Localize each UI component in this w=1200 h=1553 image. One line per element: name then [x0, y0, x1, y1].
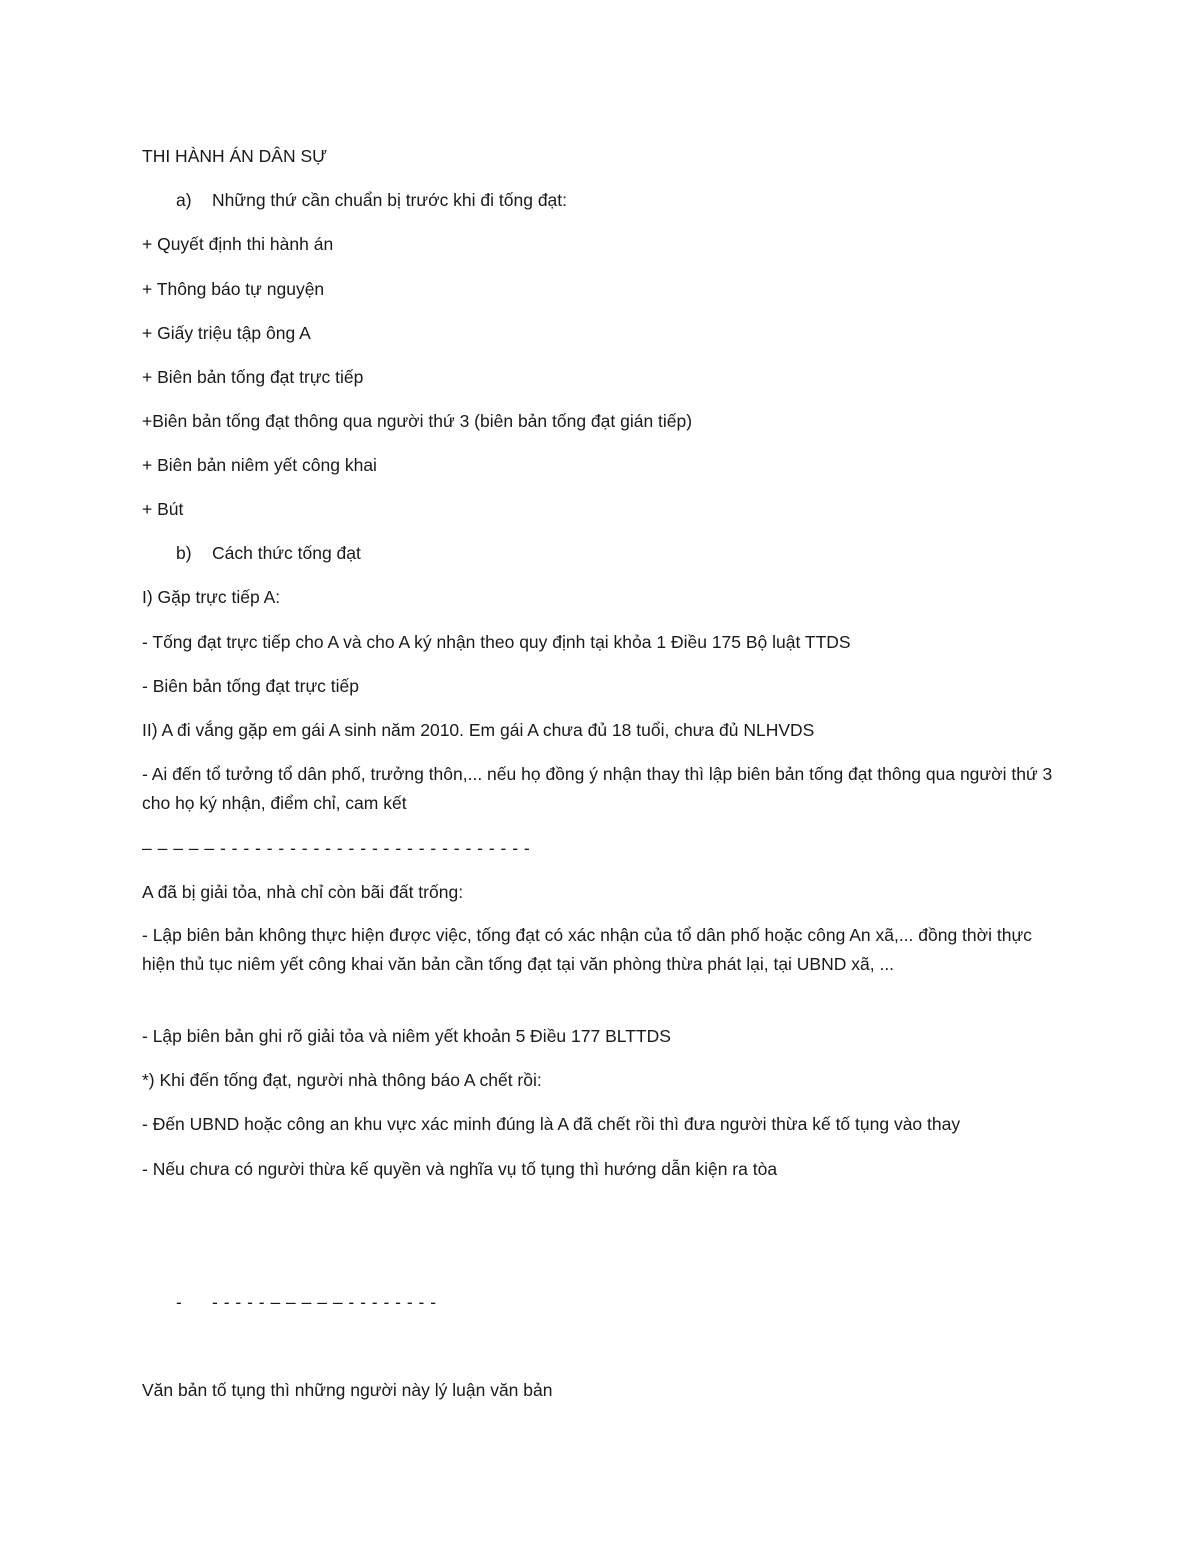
section-b: [176, 539, 361, 568]
case1-line-2: - Biên bản tống đạt trực tiếp: [142, 676, 359, 696]
case2-heading: II) A đi vắng gặp em gái A sinh năm 2010. Em gái A chưa đủ 18 tuổi, chưa đủ NLHVDS: [142, 720, 815, 740]
case3-line-2: - Lập biên bản ghi rõ giải tỏa và niêm yết khoản 5 Điều 177 BLTTDS: [142, 1026, 671, 1046]
case4-heading: *) Khi đến tống đạt, người nhà thông báo A chết rồi:: [142, 1070, 542, 1090]
item-decision: + Quyết định thi hành án: [142, 234, 334, 254]
closing-line: Văn bản tố tụng thì những người này lý luận văn bản: [142, 1380, 553, 1400]
section-b-marker: b): [176, 543, 192, 563]
item-summons: + Giấy triệu tập ông A: [142, 323, 311, 343]
item-posting-record: + Biên bản niêm yết công khai: [142, 455, 377, 475]
section-a-text: Những thứ cần chuẩn bị trước khi đi tống đạt:: [212, 190, 568, 210]
case1-heading: I) Gặp trực tiếp A:: [142, 587, 281, 607]
section-a-marker: a): [176, 190, 192, 210]
divider-2-marker: -: [176, 1292, 183, 1312]
case1-line-1: - Tống đạt trực tiếp cho A và cho A ký nhận theo quy định tại khỏa 1 Điều 175 Bộ luật TTDS: [142, 632, 851, 652]
case2-line: - Ai đến tổ tưởng tổ dân phố, trưởng thôn,... nếu họ đồng ý nhận thay thì lập biên bản tống đạt thông qua người thứ 3 cho họ ký nhận, điểm chỉ, cam kết: [142, 764, 1053, 813]
case4-line-1: - Đến UBND hoặc công an khu vực xác minh đúng là A đã chết rồi thì đưa người thừa kế tố tụng vào thay: [142, 1114, 961, 1134]
item-notice: + Thông báo tự nguyện: [142, 279, 325, 299]
section-a: [176, 186, 567, 215]
document-title: THI HÀNH ÁN DÂN SỰ: [142, 146, 328, 166]
item-pen: + Bút: [142, 499, 184, 519]
section-b-text: Cách thức tống đạt: [212, 543, 361, 563]
case3-heading: A đã bị giải tỏa, nhà chỉ còn bãi đất trống:: [142, 882, 464, 902]
case4-line-2: - Nếu chưa có người thừa kế quyền và nghĩa vụ tố tụng thì hướng dẫn kiện ra tòa: [142, 1159, 778, 1179]
divider-2-text: - - - - - – – – – – - - - - - - - -: [212, 1292, 437, 1312]
item-indirect-record: +Biên bản tống đạt thông qua người thứ 3 (biên bản tống đạt gián tiếp): [142, 411, 693, 431]
item-direct-record: + Biên bản tống đạt trực tiếp: [142, 367, 364, 387]
divider-1: – – – – – - - - - - - - - - - - - - - - - - - - - - - - - - - -: [142, 838, 531, 858]
case3-line-1: - Lập biên bản không thực hiện được việc, tống đạt có xác nhận của tổ dân phố hoặc công An xã,... đồng thời thực hiện thủ tục niêm yết công khai văn bản cần tống đạt tại văn phòng thừa phát lại, tại UBND xã, ...: [142, 925, 1032, 974]
divider-2: [176, 1288, 437, 1317]
